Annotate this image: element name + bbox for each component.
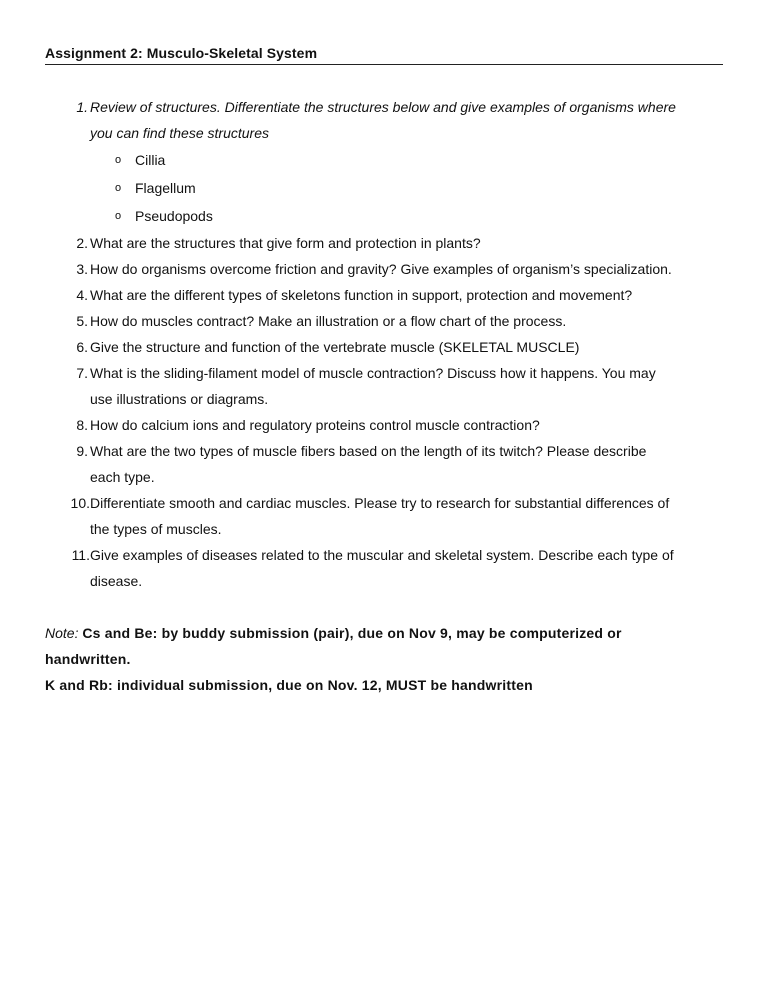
bullet-icon: o xyxy=(115,210,122,222)
question-number: 7. xyxy=(76,365,88,381)
question-number: 9. xyxy=(76,443,88,459)
bullet-icon: o xyxy=(115,182,122,194)
document-title: Assignment 2: Musculo-Skeletal System xyxy=(45,45,723,65)
question-text: How do muscles contract? Make an illustration or a flow chart of the process. xyxy=(90,313,567,329)
question-number: 5. xyxy=(76,313,88,329)
question-text: Give examples of diseases related to the muscular and skeletal system. Describe each type of xyxy=(90,547,674,563)
question-number: 8. xyxy=(76,417,88,433)
question-text: How do organisms overcome friction and gravity? Give examples of organism’s specialization. xyxy=(90,261,672,277)
question-number: 2. xyxy=(76,235,88,251)
question-text: What are the two types of muscle fibers based on the length of its twitch? Please describe xyxy=(90,443,647,459)
question-9 xyxy=(45,438,723,490)
structure-label: Cillia xyxy=(135,152,166,168)
question-text: What are the structures that give form and protection in plants? xyxy=(90,235,481,251)
question-text-cont: each type. xyxy=(90,469,155,485)
question-number: 1. xyxy=(76,99,88,115)
note-line-cs-be-cont: handwritten. xyxy=(45,651,131,667)
structure-item xyxy=(90,174,723,202)
question-10 xyxy=(45,490,723,542)
question-text: Review of structures. Differentiate the structures below and give examples of organisms where xyxy=(90,99,676,115)
question-3 xyxy=(45,256,723,282)
structure-list xyxy=(90,146,723,230)
question-4 xyxy=(45,282,723,308)
question-1 xyxy=(45,94,723,230)
note-line-cs-be: Cs and Be: by buddy submission (pair), due on Nov 9, may be computerized or xyxy=(82,625,622,641)
question-number: 10. xyxy=(70,495,90,511)
question-number: 3. xyxy=(76,261,88,277)
question-text: What are the different types of skeletons function in support, protection and movement? xyxy=(90,287,633,303)
question-7 xyxy=(45,360,723,412)
question-number: 11. xyxy=(71,547,90,563)
question-2 xyxy=(45,230,723,256)
question-text: What is the sliding-filament model of muscle contraction? Discuss how it happens. You may xyxy=(90,365,656,381)
question-text: Give the structure and function of the vertebrate muscle (SKELETAL MUSCLE) xyxy=(90,339,580,355)
question-8 xyxy=(45,412,723,438)
note-line-k-rb: K and Rb: individual submission, due on Nov. 12, MUST be handwritten xyxy=(45,677,533,693)
question-text-cont: you can find these structures xyxy=(90,125,269,141)
question-text-cont: use illustrations or diagrams. xyxy=(90,391,269,407)
question-text-cont: disease. xyxy=(90,573,143,589)
document-page xyxy=(45,45,723,698)
question-text: Differentiate smooth and cardiac muscles. Please try to research for substantial differences of xyxy=(90,495,670,511)
question-6 xyxy=(45,334,723,360)
question-text-cont: the types of muscles. xyxy=(90,521,222,537)
structure-label: Flagellum xyxy=(135,180,196,196)
question-list xyxy=(45,94,723,594)
question-text: How do calcium ions and regulatory proteins control muscle contraction? xyxy=(90,417,540,433)
structure-item xyxy=(90,202,723,230)
note-label: Note: xyxy=(45,625,79,641)
bullet-icon: o xyxy=(115,154,122,166)
submission-note xyxy=(45,620,723,672)
structure-item xyxy=(90,146,723,174)
question-number: 4. xyxy=(76,287,88,303)
structure-label: Pseudopods xyxy=(135,208,213,224)
question-number: 6. xyxy=(76,339,88,355)
question-5 xyxy=(45,308,723,334)
question-11 xyxy=(45,542,723,594)
